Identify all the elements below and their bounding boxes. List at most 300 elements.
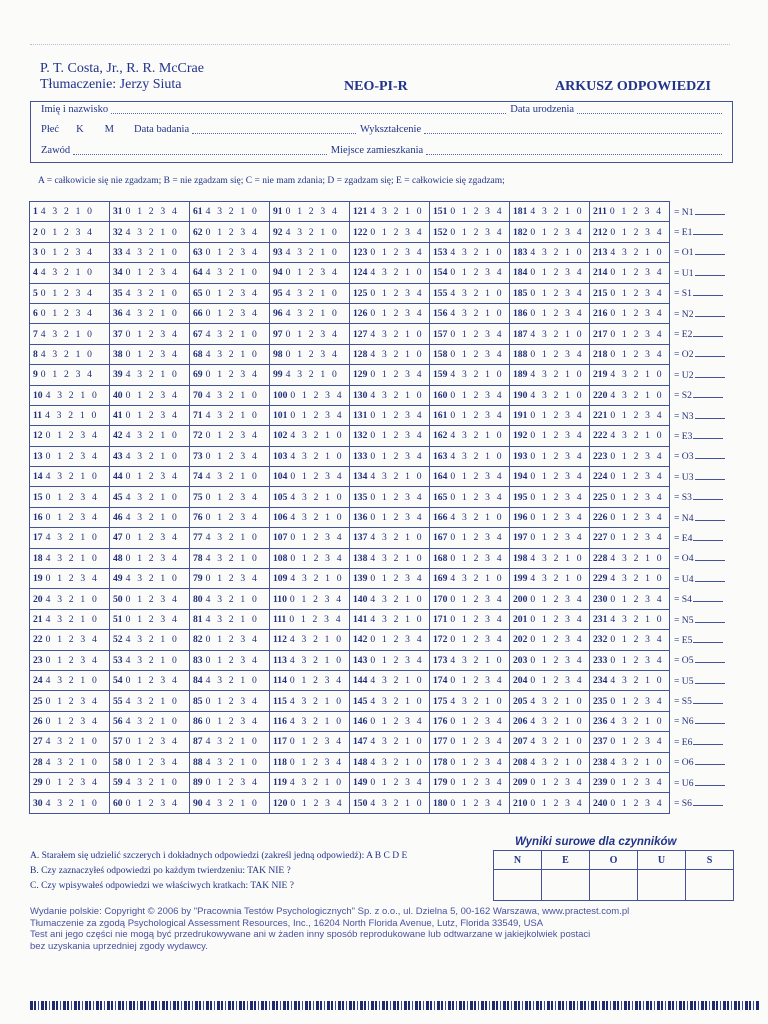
answer-cell[interactable] bbox=[430, 650, 510, 670]
answer-cell[interactable] bbox=[190, 793, 270, 813]
answer-options[interactable]: 0 1 2 3 4 bbox=[530, 593, 584, 605]
answer-cell[interactable] bbox=[30, 793, 110, 813]
answer-options[interactable]: 0 1 2 3 4 bbox=[289, 593, 344, 605]
answer-options[interactable]: 0 1 2 3 4 bbox=[40, 369, 95, 381]
answer-options[interactable]: 0 1 2 3 4 bbox=[205, 715, 259, 727]
answer-options[interactable]: 4 3 2 1 0 bbox=[610, 573, 664, 585]
answer-cell[interactable] bbox=[590, 242, 670, 262]
answer-cell[interactable] bbox=[190, 548, 270, 568]
answer-options[interactable]: 4 3 2 1 0 bbox=[370, 206, 424, 218]
answer-cell[interactable] bbox=[350, 548, 430, 568]
answer-options[interactable]: 0 1 2 3 4 bbox=[45, 654, 99, 666]
answer-options[interactable]: 4 3 2 1 0 bbox=[530, 715, 584, 727]
answer-options[interactable]: 0 1 2 3 4 bbox=[290, 797, 344, 809]
answer-cell[interactable] bbox=[270, 365, 350, 385]
answer-options[interactable]: 0 1 2 3 4 bbox=[125, 675, 179, 687]
answer-cell[interactable] bbox=[430, 467, 510, 487]
answer-options[interactable]: 0 1 2 3 4 bbox=[125, 206, 179, 218]
answer-options[interactable]: 4 3 2 1 0 bbox=[40, 328, 95, 340]
answer-options[interactable]: 0 1 2 3 4 bbox=[205, 512, 259, 524]
answer-options[interactable]: 4 3 2 1 0 bbox=[289, 654, 344, 666]
answer-cell[interactable] bbox=[590, 222, 670, 242]
answer-cell[interactable] bbox=[270, 202, 350, 222]
answer-options[interactable]: 4 3 2 1 0 bbox=[125, 777, 179, 789]
answer-options[interactable]: 4 3 2 1 0 bbox=[205, 756, 259, 768]
answer-cell[interactable] bbox=[30, 283, 110, 303]
answer-options[interactable]: 4 3 2 1 0 bbox=[290, 491, 344, 503]
answer-options[interactable]: 4 3 2 1 0 bbox=[450, 654, 504, 666]
facet-score-blank[interactable] bbox=[695, 471, 725, 480]
answer-options[interactable]: 0 1 2 3 4 bbox=[530, 654, 584, 666]
answer-cell[interactable] bbox=[430, 548, 510, 568]
facet-score-blank[interactable] bbox=[693, 430, 723, 439]
answer-options[interactable]: 4 3 2 1 0 bbox=[450, 308, 504, 320]
answer-options[interactable]: 0 1 2 3 4 bbox=[45, 777, 99, 789]
answer-options[interactable]: 4 3 2 1 0 bbox=[285, 287, 339, 299]
answer-options[interactable]: 0 1 2 3 4 bbox=[205, 430, 259, 442]
answer-cell[interactable] bbox=[510, 650, 590, 670]
answer-cell[interactable] bbox=[30, 344, 110, 364]
answer-cell[interactable] bbox=[430, 691, 510, 711]
answer-options[interactable]: 4 3 2 1 0 bbox=[370, 389, 424, 401]
answer-options[interactable]: 0 1 2 3 4 bbox=[205, 634, 259, 646]
answer-options[interactable]: 4 3 2 1 0 bbox=[450, 573, 504, 585]
answer-cell[interactable] bbox=[510, 467, 590, 487]
answer-options[interactable]: 0 1 2 3 4 bbox=[530, 348, 584, 360]
answer-cell[interactable] bbox=[350, 426, 430, 446]
answer-cell[interactable] bbox=[110, 324, 190, 344]
raw-score-n[interactable] bbox=[494, 870, 542, 901]
question-b[interactable]: B. Czy zaznaczyłeś odpowiedzi po każdym twierdzeniu: TAK NIE ? bbox=[30, 866, 291, 876]
answer-options[interactable]: 4 3 2 1 0 bbox=[530, 328, 584, 340]
answer-options[interactable]: 4 3 2 1 0 bbox=[450, 369, 504, 381]
answer-cell[interactable] bbox=[190, 446, 270, 466]
facet-score-blank[interactable] bbox=[695, 410, 725, 419]
answer-cell[interactable] bbox=[350, 752, 430, 772]
answer-cell[interactable] bbox=[270, 303, 350, 323]
answer-cell[interactable] bbox=[590, 793, 670, 813]
answer-options[interactable]: 0 1 2 3 4 bbox=[609, 206, 664, 218]
facet-score-blank[interactable] bbox=[695, 552, 725, 561]
answer-options[interactable]: 4 3 2 1 0 bbox=[205, 206, 259, 218]
answer-cell[interactable] bbox=[190, 385, 270, 405]
answer-options[interactable]: 0 1 2 3 4 bbox=[370, 654, 424, 666]
answer-cell[interactable] bbox=[590, 528, 670, 548]
answer-cell[interactable] bbox=[350, 242, 430, 262]
answer-options[interactable]: 0 1 2 3 4 bbox=[610, 634, 664, 646]
answer-options[interactable]: 0 1 2 3 4 bbox=[450, 797, 504, 809]
answer-cell[interactable] bbox=[110, 670, 190, 690]
answer-options[interactable]: 0 1 2 3 4 bbox=[450, 736, 504, 748]
answer-options[interactable]: 4 3 2 1 0 bbox=[289, 715, 344, 727]
answer-options[interactable]: 0 1 2 3 4 bbox=[530, 614, 584, 625]
answer-options[interactable]: 4 3 2 1 0 bbox=[530, 246, 584, 258]
answer-cell[interactable] bbox=[30, 772, 110, 792]
raw-score-s[interactable] bbox=[686, 870, 734, 901]
answer-cell[interactable] bbox=[430, 487, 510, 507]
answer-options[interactable]: 0 1 2 3 4 bbox=[450, 471, 504, 483]
answer-options[interactable]: 0 1 2 3 4 bbox=[205, 450, 259, 462]
answer-options[interactable]: 0 1 2 3 4 bbox=[530, 287, 584, 299]
answer-cell[interactable] bbox=[430, 732, 510, 752]
facet-score-blank[interactable] bbox=[695, 308, 725, 317]
answer-options[interactable]: 0 1 2 3 4 bbox=[370, 226, 424, 238]
answer-options[interactable]: 0 1 2 3 4 bbox=[370, 634, 424, 646]
answer-cell[interactable] bbox=[30, 569, 110, 589]
answer-cell[interactable] bbox=[430, 528, 510, 548]
answer-cell[interactable] bbox=[430, 589, 510, 609]
answer-cell[interactable] bbox=[110, 344, 190, 364]
answer-cell[interactable] bbox=[430, 711, 510, 731]
answer-options[interactable]: 0 1 2 3 4 bbox=[45, 491, 99, 503]
answer-options[interactable]: 4 3 2 1 0 bbox=[125, 654, 179, 666]
answer-cell[interactable] bbox=[590, 732, 670, 752]
answer-cell[interactable] bbox=[350, 793, 430, 813]
answer-cell[interactable] bbox=[350, 303, 430, 323]
answer-options[interactable]: 0 1 2 3 4 bbox=[450, 389, 504, 401]
answer-cell[interactable] bbox=[110, 365, 190, 385]
answer-cell[interactable] bbox=[350, 487, 430, 507]
answer-cell[interactable] bbox=[590, 507, 670, 527]
answer-options[interactable]: 4 3 2 1 0 bbox=[450, 512, 504, 524]
answer-options[interactable]: 0 1 2 3 4 bbox=[530, 532, 584, 544]
answer-options[interactable]: 4 3 2 1 0 bbox=[205, 593, 259, 605]
answer-options[interactable]: 4 3 2 1 0 bbox=[45, 410, 99, 422]
answer-options[interactable]: 0 1 2 3 4 bbox=[610, 491, 664, 503]
answer-options[interactable]: 0 1 2 3 4 bbox=[370, 369, 424, 381]
facet-score-blank[interactable] bbox=[695, 246, 725, 255]
answer-cell[interactable] bbox=[110, 548, 190, 568]
answer-cell[interactable] bbox=[590, 467, 670, 487]
answer-options[interactable]: 4 3 2 1 0 bbox=[40, 267, 95, 279]
answer-options[interactable]: 4 3 2 1 0 bbox=[205, 328, 259, 340]
answer-options[interactable]: 4 3 2 1 0 bbox=[285, 226, 339, 238]
answer-cell[interactable] bbox=[590, 405, 670, 425]
answer-options[interactable]: 0 1 2 3 4 bbox=[285, 348, 339, 360]
answer-options[interactable]: 0 1 2 3 4 bbox=[370, 287, 424, 299]
answer-cell[interactable] bbox=[270, 426, 350, 446]
answer-options[interactable]: 0 1 2 3 4 bbox=[40, 246, 95, 258]
answer-options[interactable]: 0 1 2 3 4 bbox=[370, 715, 424, 727]
answer-options[interactable]: 0 1 2 3 4 bbox=[450, 634, 504, 646]
answer-cell[interactable] bbox=[190, 467, 270, 487]
answer-cell[interactable] bbox=[110, 569, 190, 589]
answer-cell[interactable] bbox=[350, 263, 430, 283]
answer-cell[interactable] bbox=[350, 589, 430, 609]
answer-options[interactable]: 4 3 2 1 0 bbox=[289, 634, 344, 646]
answer-cell[interactable] bbox=[430, 324, 510, 344]
answer-options[interactable]: 0 1 2 3 4 bbox=[530, 226, 584, 238]
birth-field[interactable] bbox=[577, 104, 722, 114]
answer-cell[interactable] bbox=[350, 609, 430, 629]
answer-options[interactable]: 0 1 2 3 4 bbox=[289, 614, 343, 625]
answer-options[interactable]: 4 3 2 1 0 bbox=[45, 797, 99, 809]
answer-cell[interactable] bbox=[30, 670, 110, 690]
answer-cell[interactable] bbox=[110, 222, 190, 242]
answer-cell[interactable] bbox=[190, 691, 270, 711]
answer-cell[interactable] bbox=[30, 507, 110, 527]
answer-options[interactable]: 4 3 2 1 0 bbox=[45, 532, 99, 544]
answer-options[interactable]: 4 3 2 1 0 bbox=[290, 573, 344, 585]
answer-options[interactable]: 4 3 2 1 0 bbox=[45, 552, 99, 564]
answer-cell[interactable] bbox=[190, 650, 270, 670]
answer-cell[interactable] bbox=[190, 242, 270, 262]
facet-score-blank[interactable] bbox=[695, 450, 725, 459]
answer-cell[interactable] bbox=[430, 772, 510, 792]
answer-cell[interactable] bbox=[430, 609, 510, 629]
answer-options[interactable]: 0 1 2 3 4 bbox=[610, 777, 664, 789]
answer-cell[interactable] bbox=[30, 732, 110, 752]
answer-options[interactable]: 0 1 2 3 4 bbox=[450, 777, 504, 789]
answer-cell[interactable] bbox=[190, 263, 270, 283]
answer-options[interactable]: 0 1 2 3 4 bbox=[450, 206, 504, 218]
answer-cell[interactable] bbox=[590, 691, 670, 711]
answer-cell[interactable] bbox=[350, 324, 430, 344]
exam-date-field[interactable] bbox=[192, 124, 356, 134]
answer-options[interactable]: 4 3 2 1 0 bbox=[450, 246, 504, 258]
answer-options[interactable]: 4 3 2 1 0 bbox=[450, 695, 504, 707]
answer-cell[interactable] bbox=[510, 222, 590, 242]
answer-options[interactable]: 0 1 2 3 4 bbox=[610, 695, 664, 707]
answer-cell[interactable] bbox=[430, 303, 510, 323]
answer-options[interactable]: 4 3 2 1 0 bbox=[45, 736, 99, 748]
answer-options[interactable]: 4 3 2 1 0 bbox=[205, 410, 259, 422]
answer-cell[interactable] bbox=[190, 670, 270, 690]
answer-cell[interactable] bbox=[590, 487, 670, 507]
answer-options[interactable]: 4 3 2 1 0 bbox=[450, 287, 504, 299]
answer-options[interactable]: 4 3 2 1 0 bbox=[370, 532, 424, 544]
answer-cell[interactable] bbox=[110, 446, 190, 466]
facet-score-blank[interactable] bbox=[695, 512, 725, 521]
answer-options[interactable]: 4 3 2 1 0 bbox=[530, 756, 584, 768]
answer-cell[interactable] bbox=[510, 405, 590, 425]
answer-options[interactable]: 4 3 2 1 0 bbox=[370, 736, 424, 748]
answer-options[interactable]: 0 1 2 3 4 bbox=[125, 471, 179, 483]
answer-options[interactable]: 4 3 2 1 0 bbox=[45, 471, 99, 483]
answer-options[interactable]: 0 1 2 3 4 bbox=[289, 675, 344, 687]
answer-cell[interactable] bbox=[190, 344, 270, 364]
answer-options[interactable]: 0 1 2 3 4 bbox=[370, 308, 424, 320]
answer-cell[interactable] bbox=[270, 670, 350, 690]
answer-cell[interactable] bbox=[510, 528, 590, 548]
answer-cell[interactable] bbox=[30, 650, 110, 670]
answer-options[interactable]: 4 3 2 1 0 bbox=[285, 369, 339, 381]
answer-cell[interactable] bbox=[350, 772, 430, 792]
sex-option-m[interactable]: M bbox=[104, 124, 115, 135]
answer-cell[interactable] bbox=[270, 711, 350, 731]
answer-options[interactable]: 0 1 2 3 4 bbox=[450, 552, 504, 564]
answer-cell[interactable] bbox=[110, 242, 190, 262]
answer-options[interactable]: 4 3 2 1 0 bbox=[370, 552, 424, 564]
answer-options[interactable]: 4 3 2 1 0 bbox=[290, 450, 344, 462]
answer-options[interactable]: 4 3 2 1 0 bbox=[289, 695, 344, 707]
answer-options[interactable]: 0 1 2 3 4 bbox=[290, 410, 344, 422]
answer-cell[interactable] bbox=[590, 344, 670, 364]
answer-options[interactable]: 0 1 2 3 4 bbox=[450, 614, 504, 625]
answer-cell[interactable] bbox=[590, 303, 670, 323]
answer-options[interactable]: 0 1 2 3 4 bbox=[40, 308, 95, 320]
answer-cell[interactable] bbox=[270, 446, 350, 466]
answer-cell[interactable] bbox=[30, 324, 110, 344]
answer-cell[interactable] bbox=[110, 263, 190, 283]
answer-cell[interactable] bbox=[270, 752, 350, 772]
answer-cell[interactable] bbox=[590, 426, 670, 446]
answer-cell[interactable] bbox=[110, 732, 190, 752]
answer-options[interactable]: 4 3 2 1 0 bbox=[370, 797, 424, 809]
answer-options[interactable]: 4 3 2 1 0 bbox=[205, 348, 259, 360]
answer-options[interactable]: 4 3 2 1 0 bbox=[205, 736, 259, 748]
answer-cell[interactable] bbox=[510, 691, 590, 711]
facet-score-blank[interactable] bbox=[695, 267, 725, 276]
answer-options[interactable]: 0 1 2 3 4 bbox=[205, 695, 259, 707]
answer-cell[interactable] bbox=[270, 589, 350, 609]
answer-cell[interactable] bbox=[590, 283, 670, 303]
answer-cell[interactable] bbox=[350, 528, 430, 548]
answer-cell[interactable] bbox=[510, 772, 590, 792]
answer-options[interactable]: 0 1 2 3 4 bbox=[450, 410, 504, 422]
answer-options[interactable]: 0 1 2 3 4 bbox=[610, 450, 664, 462]
answer-cell[interactable] bbox=[430, 202, 510, 222]
facet-score-blank[interactable] bbox=[695, 715, 725, 724]
answer-cell[interactable] bbox=[510, 793, 590, 813]
answer-options[interactable]: 0 1 2 3 4 bbox=[610, 348, 664, 360]
facet-score-blank[interactable] bbox=[695, 614, 725, 623]
answer-cell[interactable] bbox=[30, 202, 110, 222]
answer-options[interactable]: 4 3 2 1 0 bbox=[205, 552, 259, 564]
answer-options[interactable]: 4 3 2 1 0 bbox=[610, 715, 664, 727]
answer-cell[interactable] bbox=[430, 263, 510, 283]
answer-cell[interactable] bbox=[350, 405, 430, 425]
answer-cell[interactable] bbox=[590, 569, 670, 589]
job-field[interactable] bbox=[73, 145, 327, 155]
answer-cell[interactable] bbox=[350, 467, 430, 487]
answer-cell[interactable] bbox=[270, 691, 350, 711]
answer-options[interactable]: 0 1 2 3 4 bbox=[45, 715, 99, 727]
answer-options[interactable]: 0 1 2 3 4 bbox=[610, 512, 664, 524]
answer-options[interactable]: 0 1 2 3 4 bbox=[205, 287, 259, 299]
answer-options[interactable]: 0 1 2 3 4 bbox=[45, 695, 99, 707]
facet-score-blank[interactable] bbox=[695, 206, 725, 215]
answer-cell[interactable] bbox=[350, 365, 430, 385]
answer-options[interactable]: 0 1 2 3 4 bbox=[530, 308, 584, 320]
answer-options[interactable]: 4 3 2 1 0 bbox=[205, 797, 259, 809]
answer-options[interactable]: 0 1 2 3 4 bbox=[530, 512, 584, 524]
answer-options[interactable]: 0 1 2 3 4 bbox=[285, 206, 339, 218]
facet-score-blank[interactable] bbox=[695, 777, 725, 786]
answer-options[interactable]: 4 3 2 1 0 bbox=[40, 206, 95, 218]
answer-options[interactable]: 4 3 2 1 0 bbox=[450, 450, 504, 462]
answer-cell[interactable] bbox=[30, 548, 110, 568]
facet-score-blank[interactable] bbox=[695, 675, 725, 684]
answer-cell[interactable] bbox=[270, 732, 350, 752]
answer-options[interactable]: 0 1 2 3 4 bbox=[205, 226, 259, 238]
answer-options[interactable]: 0 1 2 3 4 bbox=[125, 552, 179, 564]
answer-cell[interactable] bbox=[270, 569, 350, 589]
answer-cell[interactable] bbox=[190, 772, 270, 792]
answer-cell[interactable] bbox=[430, 385, 510, 405]
answer-cell[interactable] bbox=[190, 569, 270, 589]
answer-options[interactable]: 0 1 2 3 4 bbox=[45, 573, 99, 585]
answer-cell[interactable] bbox=[30, 752, 110, 772]
answer-cell[interactable] bbox=[270, 324, 350, 344]
answer-options[interactable]: 0 1 2 3 4 bbox=[530, 675, 584, 687]
facet-score-blank[interactable] bbox=[693, 736, 723, 745]
answer-cell[interactable] bbox=[30, 446, 110, 466]
answer-cell[interactable] bbox=[30, 426, 110, 446]
answer-options[interactable]: 0 1 2 3 4 bbox=[610, 267, 664, 279]
answer-options[interactable]: 4 3 2 1 0 bbox=[125, 308, 179, 320]
answer-options[interactable]: 4 3 2 1 0 bbox=[125, 226, 179, 238]
answer-options[interactable]: 4 3 2 1 0 bbox=[370, 267, 424, 279]
answer-options[interactable]: 0 1 2 3 4 bbox=[610, 410, 664, 422]
facet-score-blank[interactable] bbox=[693, 491, 723, 500]
name-field[interactable] bbox=[111, 104, 506, 114]
answer-options[interactable]: 4 3 2 1 0 bbox=[289, 777, 344, 789]
answer-cell[interactable] bbox=[510, 569, 590, 589]
answer-cell[interactable] bbox=[510, 263, 590, 283]
answer-cell[interactable] bbox=[350, 691, 430, 711]
answer-cell[interactable] bbox=[430, 670, 510, 690]
answer-options[interactable]: 0 1 2 3 4 bbox=[370, 777, 424, 789]
answer-options[interactable]: 4 3 2 1 0 bbox=[125, 369, 179, 381]
answer-cell[interactable] bbox=[190, 405, 270, 425]
answer-cell[interactable] bbox=[430, 752, 510, 772]
answer-options[interactable]: 0 1 2 3 4 bbox=[450, 328, 504, 340]
answer-options[interactable]: 0 1 2 3 4 bbox=[205, 654, 259, 666]
answer-options[interactable]: 0 1 2 3 4 bbox=[290, 389, 344, 401]
answer-options[interactable]: 4 3 2 1 0 bbox=[125, 491, 179, 503]
answer-options[interactable]: 4 3 2 1 0 bbox=[450, 430, 504, 442]
answer-options[interactable]: 0 1 2 3 4 bbox=[205, 573, 259, 585]
answer-options[interactable]: 4 3 2 1 0 bbox=[610, 756, 664, 768]
answer-cell[interactable] bbox=[110, 385, 190, 405]
answer-cell[interactable] bbox=[510, 283, 590, 303]
answer-cell[interactable] bbox=[510, 385, 590, 405]
answer-options[interactable]: 0 1 2 3 4 bbox=[450, 756, 504, 768]
answer-options[interactable]: 0 1 2 3 4 bbox=[370, 450, 424, 462]
answer-cell[interactable] bbox=[270, 630, 350, 650]
answer-options[interactable]: 4 3 2 1 0 bbox=[610, 675, 664, 687]
answer-cell[interactable] bbox=[190, 609, 270, 629]
answer-options[interactable]: 4 3 2 1 0 bbox=[125, 715, 179, 727]
answer-options[interactable]: 0 1 2 3 4 bbox=[45, 634, 99, 646]
answer-cell[interactable] bbox=[110, 630, 190, 650]
raw-score-o[interactable] bbox=[590, 870, 638, 901]
answer-cell[interactable] bbox=[430, 569, 510, 589]
answer-options[interactable]: 4 3 2 1 0 bbox=[610, 369, 664, 381]
answer-cell[interactable] bbox=[110, 609, 190, 629]
answer-cell[interactable] bbox=[510, 487, 590, 507]
question-a[interactable]: A. Starałem się udzielić szczerych i dokładnych odpowiedzi (zakreśl jedną odpowiedź): A B C D E bbox=[30, 851, 408, 861]
answer-cell[interactable] bbox=[510, 507, 590, 527]
facet-score-blank[interactable] bbox=[693, 389, 723, 398]
answer-options[interactable]: 0 1 2 3 4 bbox=[125, 736, 179, 748]
answer-options[interactable]: 4 3 2 1 0 bbox=[125, 573, 179, 585]
answer-options[interactable]: 4 3 2 1 0 bbox=[45, 756, 99, 768]
answer-cell[interactable] bbox=[430, 793, 510, 813]
answer-options[interactable]: 4 3 2 1 0 bbox=[205, 532, 259, 544]
answer-options[interactable]: 4 3 2 1 0 bbox=[530, 573, 584, 585]
answer-options[interactable]: 4 3 2 1 0 bbox=[205, 267, 259, 279]
answer-cell[interactable] bbox=[590, 202, 670, 222]
answer-cell[interactable] bbox=[190, 752, 270, 772]
answer-options[interactable]: 0 1 2 3 4 bbox=[610, 532, 664, 544]
answer-cell[interactable] bbox=[110, 711, 190, 731]
answer-options[interactable]: 0 1 2 3 4 bbox=[450, 491, 504, 503]
answer-options[interactable]: 4 3 2 1 0 bbox=[370, 675, 424, 687]
answer-cell[interactable] bbox=[510, 548, 590, 568]
answer-cell[interactable] bbox=[590, 670, 670, 690]
